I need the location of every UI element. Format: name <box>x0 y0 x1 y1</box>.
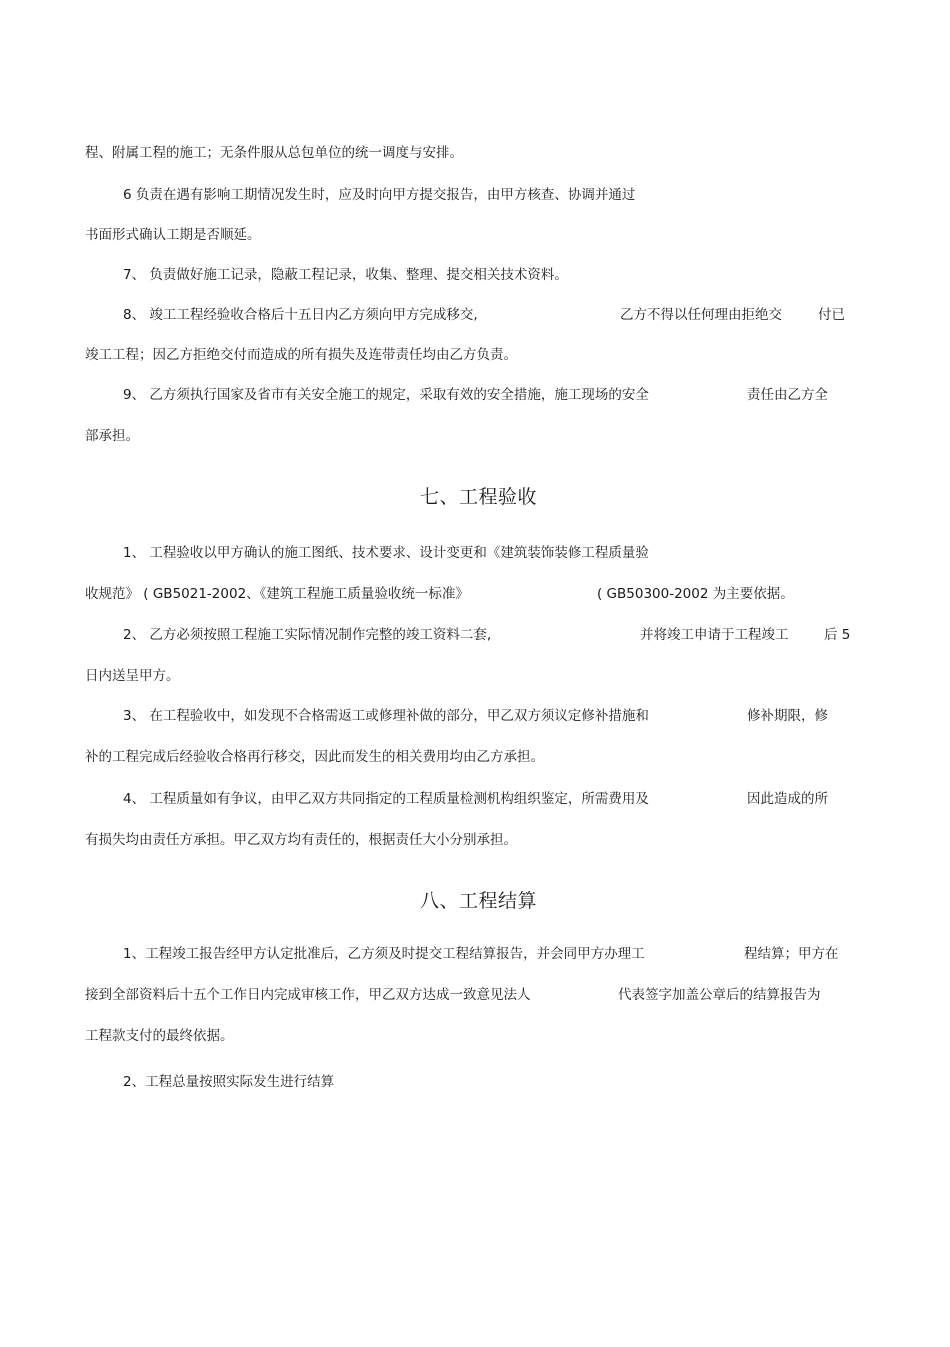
section-heading: 八、工程结算 <box>420 890 538 912</box>
paragraph-line: 6 负责在遇有影响工期情况发生时，应及时向甲方提交报告，由甲方核查、协调并通过 <box>123 187 636 203</box>
section-heading: 七、工程验收 <box>420 486 538 508</box>
paragraph-line: 补的工程完成后经验收合格再行移交，因此而发生的相关费用均由乙方承担。 <box>85 749 544 765</box>
paragraph-line: 代表签字加盖公章后的结算报告为 <box>618 987 821 1003</box>
paragraph-line: 有损失均由责任方承担。甲乙双方均有责任的，根据责任大小分别承担。 <box>85 832 517 848</box>
paragraph-line: 程、附属工程的施工；无条件服从总包单位的统一调度与安排。 <box>85 145 463 161</box>
paragraph-line: 7、 负责做好施工记录，隐蔽工程记录，收集、整理、提交相关技术资料。 <box>123 267 568 283</box>
paragraph-line: 部承担。 <box>85 428 139 444</box>
paragraph-line: 2、 乙方必须按照工程施工实际情况制作完整的竣工资料二套, <box>123 627 492 643</box>
paragraph-line: 2、工程总量按照实际发生进行结算 <box>123 1074 335 1090</box>
paragraph-line: 程结算；甲方在 <box>744 946 839 962</box>
paragraph-line: ( GB50300-2002 为主要依据。 <box>597 586 794 602</box>
paragraph-line: 乙方不得以任何理由拒绝交 <box>620 307 782 323</box>
paragraph-line: 8、 竣工工程经验收合格后十五日内乙方须向甲方完成移交, <box>123 307 478 323</box>
paragraph-line: 1、 工程验收以甲方确认的施工图纸、技术要求、设计变更和《建筑装饰装修工程质量验 <box>123 545 649 561</box>
paragraph-line: 3、 在工程验收中，如发现不合格需返工或修理补做的部分，甲乙双方须议定修补措施和 <box>123 708 649 724</box>
paragraph-line: 因此造成的所 <box>747 791 828 807</box>
paragraph-line: 4、 工程质量如有争议，由甲乙双方共同指定的工程质量检测机构组织鉴定，所需费用及 <box>123 791 649 807</box>
paragraph-line: 工程款支付的最终依据。 <box>85 1028 234 1044</box>
paragraph-line: 接到全部资料后十五个工作日内完成审核工作，甲乙双方达成一致意见法人 <box>85 987 531 1003</box>
paragraph-line: 日内送呈甲方。 <box>85 668 180 684</box>
paragraph-line: 收规范》 ( GB5021-2002、《建筑工程施工质量验收统一标准》 <box>85 586 469 602</box>
paragraph-line: 责任由乙方全 <box>747 387 828 403</box>
paragraph-line: 竣工工程；因乙方拒绝交付而造成的所有损失及连带责任均由乙方负责。 <box>85 347 517 363</box>
paragraph-line: 书面形式确认工期是否顺延。 <box>85 227 261 243</box>
paragraph-line: 9、 乙方须执行国家及省市有关安全施工的规定，采取有效的安全措施，施工现场的安全 <box>123 387 649 403</box>
paragraph-line: 付已 <box>818 307 845 323</box>
paragraph-line: 修补期限，修 <box>747 708 828 724</box>
paragraph-line: 后 5 <box>824 627 851 643</box>
paragraph-line: 1、工程竣工报告经甲方认定批准后，乙方须及时提交工程结算报告，并会同甲方办理工 <box>123 946 645 962</box>
paragraph-line: 并将竣工申请于工程竣工 <box>640 627 789 643</box>
